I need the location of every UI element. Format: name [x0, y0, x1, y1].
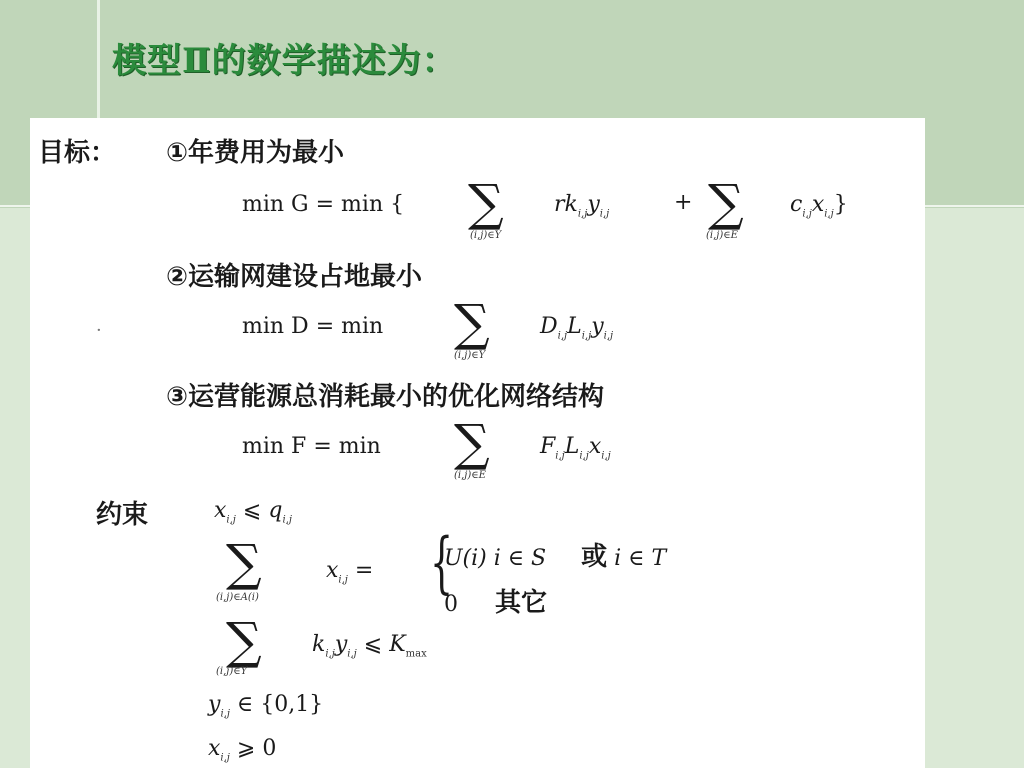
constraint-2-case-1: U(i) i ∈ S 或 i ∈ T [444, 542, 667, 572]
formula-panel [30, 118, 925, 768]
constraint-2-lhs: $x_{i,j}$ = [326, 558, 374, 586]
goal-3-text: ③运营能源总消耗最小的优化网络结构 [166, 382, 605, 412]
eq2-lhs: min D = min [242, 314, 384, 339]
eq1-lhs: min G = min { [242, 192, 405, 217]
eq1-term2: $c_{i,j}x_{i,j}$} [790, 192, 848, 220]
constraint-4: $y_{i,j}$ ∈ {0,1} [208, 692, 324, 720]
constraint-2-sigma: ∑ [226, 534, 262, 592]
constraint-2-index: (i,j)∈A(i) [216, 592, 259, 603]
constraint-2-brace: { [430, 524, 454, 601]
constraint-3-sigma: ∑ [226, 612, 262, 670]
eq3-lhs: min F = min [242, 434, 381, 459]
decorative-vertical-line [97, 0, 100, 120]
slide-title: 模型Ⅱ的数学描述为： [112, 41, 457, 81]
eq2-sum-index: (i,j)∈Y [454, 350, 486, 361]
eq1-sum1-sigma: ∑ [468, 174, 504, 232]
constraint-5: $x_{i,j}$ ⩾ 0 [208, 736, 277, 764]
eq3-sum-sigma: ∑ [454, 414, 490, 472]
constraint-1: $x_{i,j}$ ⩽ $q_{i,j}$ [214, 498, 292, 526]
eq1-sum1-index: (i,j)∈Y [470, 230, 502, 241]
constraint-3: $k_{i,j}y_{i,j}$ ⩽ $K_{max}$ [312, 632, 427, 660]
eq3-sum-index: (i,j)∈E [454, 470, 486, 481]
eq1-sum2-index: (i,j)∈E [706, 230, 738, 241]
stray-mark: · [96, 320, 102, 341]
eq3-term: $F_{i,j}L_{i,j}x_{i,j}$ [540, 434, 611, 462]
objective-label: 目标： [38, 138, 117, 168]
constraints-label: 约束 [96, 500, 149, 530]
eq2-sum-sigma: ∑ [454, 294, 490, 352]
goal-1-text: ①年费用为最小 [166, 138, 345, 168]
eq1-term1: $rk_{i,j}y_{i,j}$ [554, 192, 610, 220]
goal-2-text: ②运输网建设占地最小 [166, 262, 423, 292]
eq2-term: $D_{i,j}L_{i,j}y_{i,j}$ [540, 314, 614, 342]
eq1-sum2-sigma: ∑ [708, 174, 744, 232]
constraint-3-index: (i,j)∈Y [216, 666, 248, 677]
eq1-plus: + [674, 190, 693, 215]
constraint-2-case-2: 0 其它 [444, 588, 548, 618]
